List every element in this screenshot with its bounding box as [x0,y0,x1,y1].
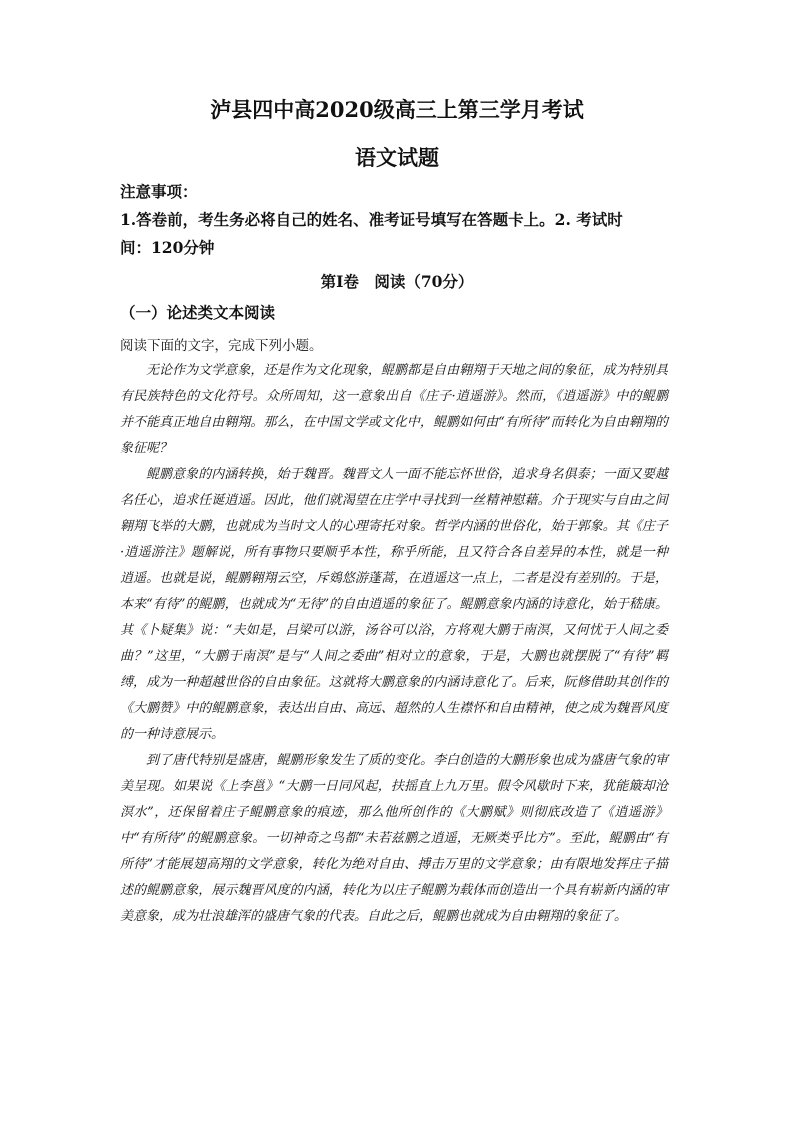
section-subtitle: （一）论述类文本阅读 [120,303,276,322]
notes-section [120,178,680,262]
article-paragraph-1: 无论作为文学意象，还是作为文化现象，鲲鹏都是自由翱翔于天地之间的象征，成为特别具有民族特色的文化符号。众所周知，这一意象出自《庄子·逍遥游》。然而，《逍遥游》中的鲲鹏并不能真正地自由翱翔。那么，在中国文学或文化中，鲲鹏如何由“有所待”而转化为自由翱翔的象征呢？ [120,363,668,456]
exam-title: 泸县四中高2020级高三上第三学月考试 [210,97,584,122]
section-title: 第I卷 阅读（70分） [320,272,474,291]
reading-instruction: 阅读下面的文字，完成下列小题。 [120,338,323,354]
notes-line-1: 1.答卷前，考生务必将自己的姓名、准考证号填写在答题卡上。2. 考试时 [120,210,623,229]
exam-subtitle: 语文试题 [355,145,439,170]
article-paragraph-3: 到了唐代特别是盛唐，鲲鹏形象发生了质的变化。李白创造的大鹏形象也成为盛唐气象的审美呈现。如果说《上李邕》“大鹏一日同风起，扶摇直上九万里。假令风歇时下来，犹能簸却沧溟水”，还保留着庄子鲲鹏意象的痕迹，那么他所创作的《大鹏赋》则彻底改造了《逍遥游》中“有所待”的鲲鹏意象。一切神奇之鸟都“未若兹鹏之逍遥，无厥类乎比方”。至此，鲲鹏由“有所待”才能展翅高翔的文学意象，转化为绝对自由、搏击万里的文学意象；由有限地发挥庄子描述的鲲鹏意象，展示魏晋风度的内涵，转化为以庄子鲲鹏为载体而创造出一个具有崭新内涵的审美意象，成为壮浪雄浑的盛唐气象的代表。自此之后，鲲鹏也就成为自由翱翔的象征了。 [120,753,668,924]
notes-line-2: 间：120分钟 [120,238,215,257]
article-paragraph-2: 鲲鹏意象的内涵转换，始于魏晋。魏晋文人一面不能忘怀世俗，追求身名俱泰；一面又要越名任心，追求任诞逍遥。因此，他们就渴望在庄学中寻找到一丝精神慰藉。介于现实与自由之间翱翔飞举的大鹏，也就成为当时文人的心理寄托对象。哲学内涵的世俗化，始于郭象。其《庄子·逍遥游注》题解说，所有事物只要顺乎本性，称乎所能，且又符合各自差异的本性，就是一种逍遥。也就是说，鲲鹏翱翔云空，斥鴳悠游蓬蒿，在逍遥这一点上，二者是没有差别的。于是，本来“有待”的鲲鹏，也就成为“无待”的自由逍遥的象征了。鲲鹏意象内涵的诗意化，始于嵇康。其《卜疑集》说：“夫如是，吕梁可以游，汤谷可以浴，方将观大鹏于南溟，又何忧于人间之委曲？”这里，“大鹏于南溟”是与“人间之委曲”相对立的意象，于是，大鹏也就摆脱了“有待”羁缚，成为一种超越世俗的自由象征。这就将大鹏意象的内涵诗意化了。后来，阮修借助其创作的《大鹏赞》中的鲲鹏意象，表达出自由、高远、超然的人生襟怀和自由精神，使之成为魏晋风度的一种诗意展示。 [120,467,668,742]
notes-heading: 注意事项： [120,182,198,201]
article-body [120,358,668,930]
